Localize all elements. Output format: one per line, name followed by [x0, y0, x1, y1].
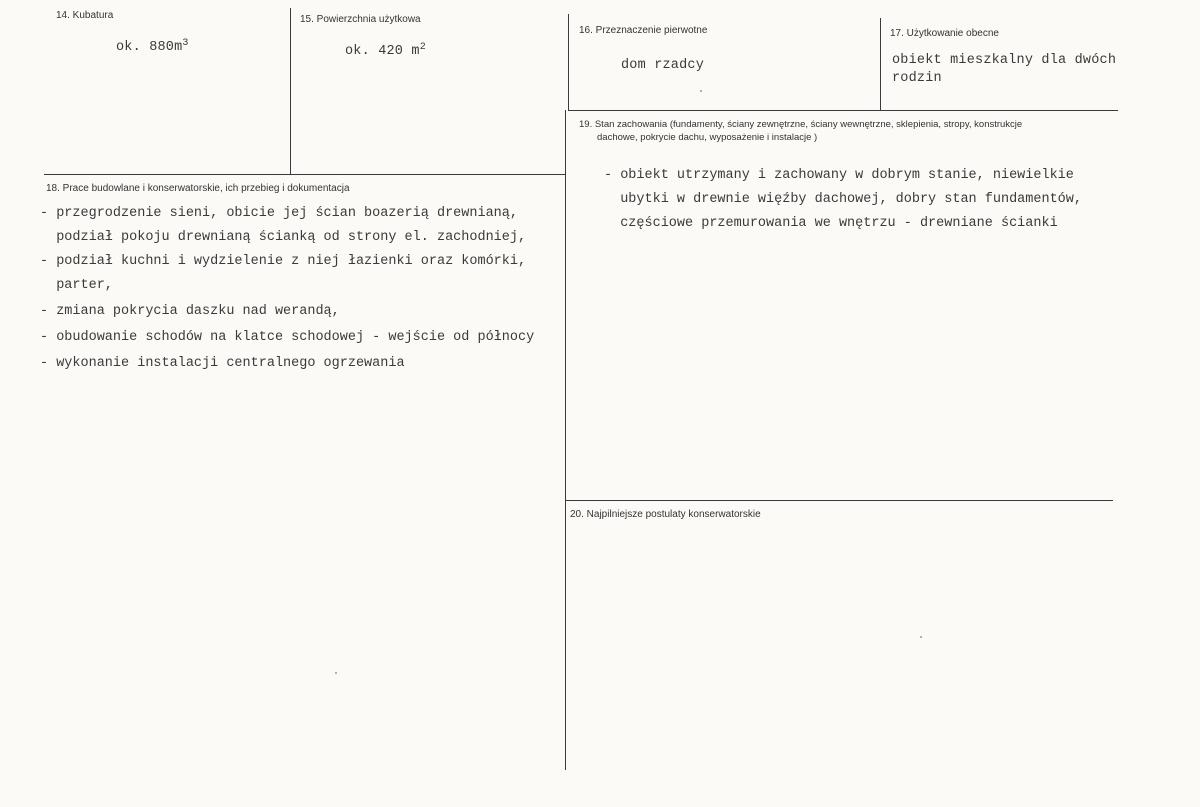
divider-f14-f15 — [290, 8, 291, 174]
field-18-line: - podział kuchni i wydzielenie z niej łazienki oraz komórki, — [40, 254, 527, 269]
field-17-value-line2: rodzin — [892, 71, 942, 86]
scan-speck — [920, 636, 922, 638]
field-19-line: częściowe przemurowania we wnętrzu - drewniane ścianki — [604, 216, 1058, 231]
field-16-value: dom rzadcy — [621, 58, 705, 73]
field-18-line: parter, — [40, 278, 113, 293]
field-17-value-line1: obiekt mieszkalny dla dwóch — [892, 53, 1117, 68]
field-15-value-text: ok. 420 m — [345, 44, 420, 59]
field-14-value-text: ok. 880m — [116, 40, 183, 55]
field-19-line: - obiekt utrzymany i zachowany w dobrym stanie, niewielkie — [604, 168, 1074, 183]
field-15-label: 15. Powierzchnia użytkowa — [300, 14, 421, 25]
field-16-label: 16. Przeznaczenie pierwotne — [579, 25, 708, 36]
field-20-label: 20. Najpilniejsze postulaty konserwatorskie — [570, 509, 761, 520]
field-19-label-line2: dachowe, pokrycie dachu, wyposażenie i instalacje ) — [597, 132, 818, 143]
field-14-value — [116, 38, 189, 55]
rule-under-f14-f15 — [44, 174, 566, 175]
field-18-line: - wykonanie instalacji centralnego ogrzewania — [40, 356, 405, 371]
rule-above-f20 — [565, 500, 1113, 501]
field-19-line: ubytki w drewnie więźby dachowej, dobry stan fundamentów, — [604, 192, 1082, 207]
field-17-label: 17. Użytkowanie obecne — [890, 28, 999, 39]
rule-under-f16-f17 — [568, 110, 1118, 111]
field-18-line: - zmiana pokrycia daszku nad werandą, — [40, 304, 340, 319]
field-14-value-unit: 3 — [182, 38, 189, 49]
field-18-line: - przegrodzenie sieni, obicie jej ścian boazerią drewnianą, — [40, 206, 518, 221]
field-19-list — [604, 168, 1082, 240]
divider-top-mid — [568, 14, 569, 110]
divider-main-vertical — [565, 110, 566, 770]
field-14-label: 14. Kubatura — [56, 10, 114, 21]
field-18-list — [40, 206, 534, 380]
field-18-line: - obudowanie schodów na klatce schodowej - wejście od północy — [40, 330, 535, 345]
divider-f16-f17 — [880, 18, 881, 110]
scan-speck — [700, 90, 702, 92]
field-15-value-unit: 2 — [419, 42, 426, 53]
field-15-value — [345, 42, 426, 59]
field-19-label-line1: 19. Stan zachowania (fundamenty, ściany zewnętrzne, ściany wewnętrzne, sklepienia, stropy, konstrukcje — [579, 119, 1023, 130]
field-18-label: 18. Prace budowlane i konserwatorskie, ich przebieg i dokumentacja — [46, 183, 350, 194]
field-18-line: podział pokoju drewnianą ścianką od strony el. zachodniej, — [40, 230, 527, 245]
scan-speck — [335, 672, 337, 674]
